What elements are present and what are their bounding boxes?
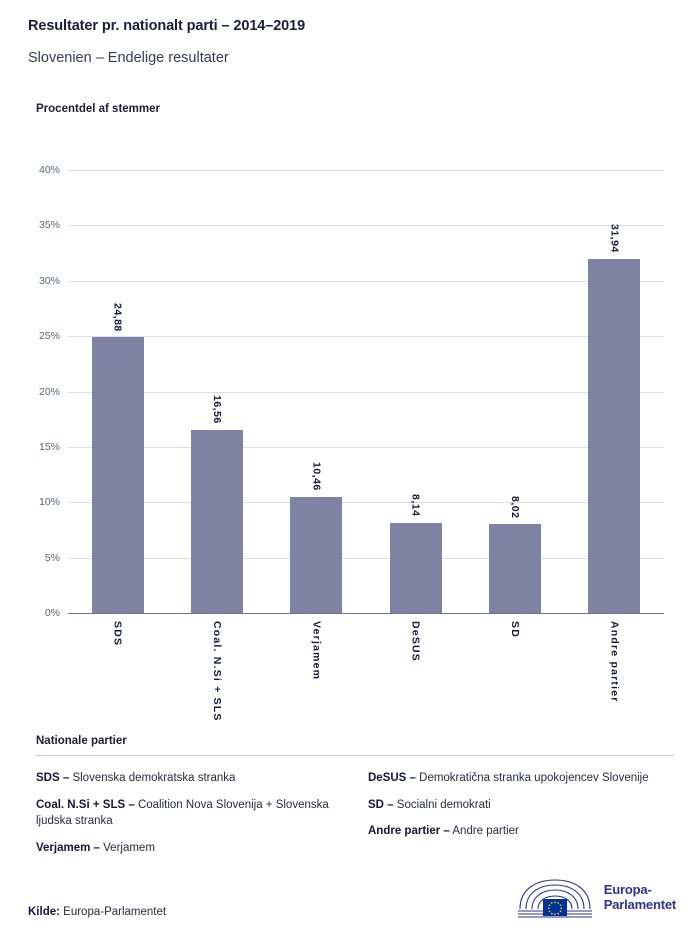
axis-baseline	[68, 613, 664, 614]
legend-item-name: Demokratična stranka upokojencev Slovenije	[415, 772, 649, 784]
legend-item-name: Verjamem	[99, 842, 155, 855]
x-axis-category-label: Andre partier	[608, 621, 621, 703]
bar-value-label: 10,46	[310, 462, 323, 492]
x-axis-category-label: Verjamem	[310, 621, 323, 681]
bar[interactable]	[191, 430, 243, 613]
bar-chart	[0, 140, 700, 722]
legend-item-abbr: SD –	[368, 798, 394, 811]
legend-item-abbr: SDS –	[36, 772, 70, 784]
axis-caption: Procentdel af stemmer	[36, 103, 160, 115]
y-axis-tick-label: 35%	[38, 219, 60, 232]
legend-item	[368, 797, 674, 814]
y-axis-labels	[0, 164, 60, 619]
y-axis-tick-label: 10%	[38, 496, 60, 509]
x-axis-category-label: DeSUS	[409, 621, 422, 663]
page-subtitle: Slovenien – Endelige resultater	[28, 50, 229, 66]
bar-value-label: 24,88	[111, 302, 124, 332]
legend-item-name: Socialni demokrati	[393, 798, 491, 811]
legend-item	[36, 770, 342, 787]
x-axis-category-label: SD	[509, 621, 521, 638]
legend-column-right	[368, 770, 674, 867]
legend-item-abbr: Andre partier –	[368, 825, 450, 838]
y-axis-tick-label: 0%	[44, 607, 60, 619]
source-label: Kilde:	[28, 906, 60, 918]
bar[interactable]	[390, 523, 442, 613]
bar-value-label: 31,94	[608, 224, 621, 254]
legend-item	[36, 797, 342, 830]
bar-value-label: 8,14	[409, 494, 422, 517]
legend-item	[368, 770, 674, 787]
page-title: Resultater pr. nationalt parti – 2014–2019	[28, 18, 306, 34]
logo-wordmark	[604, 883, 676, 912]
bar-group[interactable]	[191, 394, 243, 722]
y-axis-tick-label: 5%	[44, 551, 60, 564]
legend-divider	[36, 755, 674, 756]
bars-container	[68, 170, 664, 722]
legend-item-abbr: Coal. N.Si + SLS –	[36, 798, 135, 811]
x-axis-category-label: Coal. N.Si + SLS	[211, 621, 223, 722]
bar-group[interactable]	[588, 224, 640, 703]
bar-group[interactable]	[390, 494, 442, 663]
y-axis-tick-label: 20%	[38, 385, 60, 398]
bar-value-label: 16,56	[211, 394, 223, 424]
y-axis-tick-label: 30%	[38, 274, 60, 287]
legend-item-name: Slovenska demokratska stranka	[69, 772, 236, 784]
bar[interactable]	[290, 497, 342, 613]
y-axis-tick-label: 40%	[38, 164, 60, 176]
y-axis-tick-label: 15%	[38, 440, 60, 453]
x-axis-category-label: SDS	[111, 621, 124, 647]
source-value: Europa-Parlamentet	[63, 906, 167, 918]
bar[interactable]	[489, 524, 541, 613]
national-parties-legend	[36, 735, 674, 867]
legend-item-name: Andre partier	[449, 825, 519, 838]
bar-value-label: 8,02	[509, 495, 521, 519]
legend-item	[36, 840, 342, 857]
legend-column-left	[36, 770, 342, 867]
europarl-logo	[516, 875, 676, 921]
source-line	[28, 906, 166, 918]
legend-item-name: Coalition Nova Slovenija + Slovenska ljudska stranka	[36, 798, 329, 828]
logo-line-1: Europa-	[603, 882, 652, 898]
parliament-emblem-icon	[516, 875, 594, 921]
logo-line-2: Parlamentet	[603, 897, 676, 912]
bar-group[interactable]	[489, 495, 541, 638]
bar[interactable]	[92, 337, 144, 613]
legend-title: Nationale partier	[36, 735, 127, 747]
legend-item-abbr: Verjamem –	[36, 842, 100, 855]
bar-group[interactable]	[290, 462, 342, 681]
y-axis-tick-label: 25%	[38, 330, 60, 343]
bar-group[interactable]	[92, 302, 144, 647]
legend-item-abbr: DeSUS –	[368, 772, 416, 784]
bar[interactable]	[588, 259, 640, 613]
legend-item	[368, 823, 674, 840]
